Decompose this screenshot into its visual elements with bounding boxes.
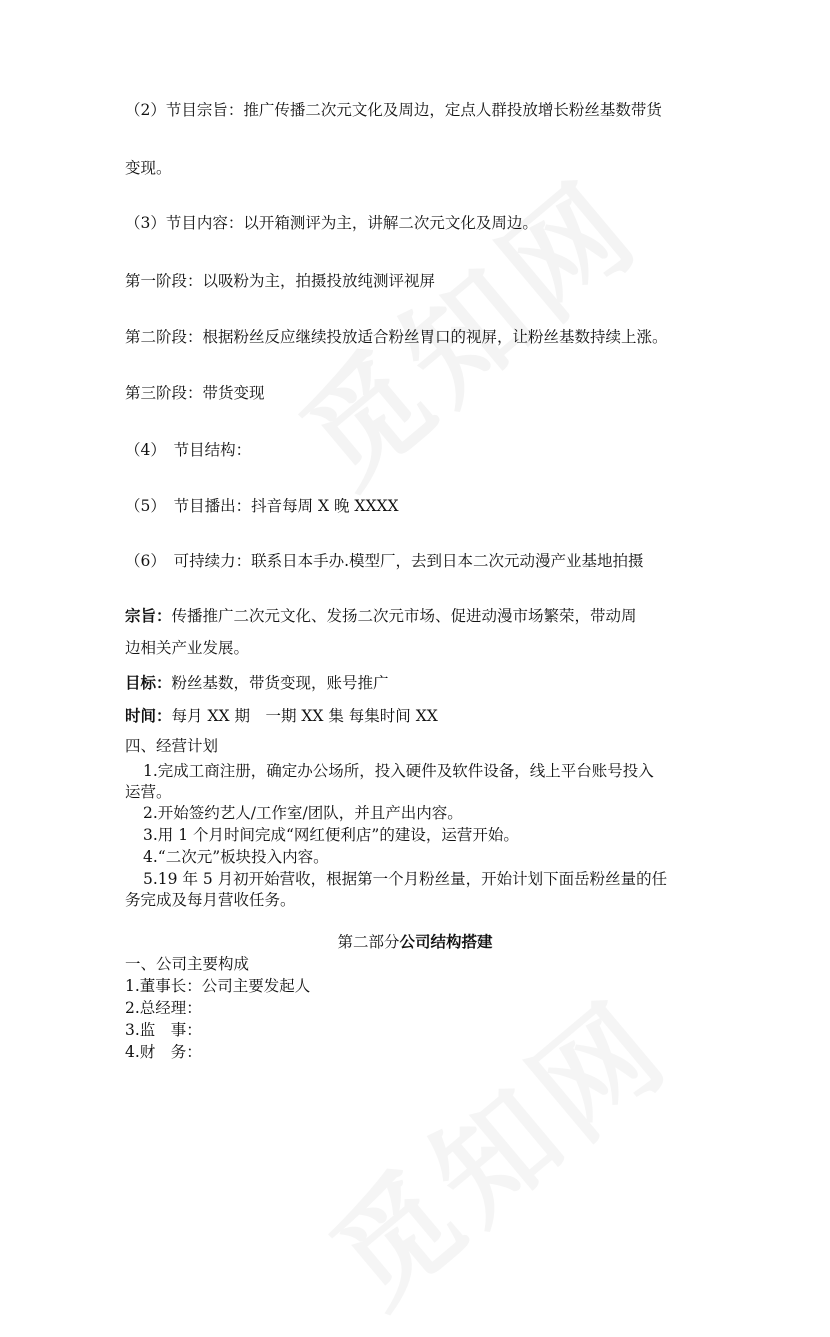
watermark <box>260 135 669 517</box>
watermark <box>290 955 699 1337</box>
goal-label: 目标： <box>125 673 172 692</box>
program-broadcast: （5） 节目播出：抖音每周 X 晚 XXXX <box>125 497 399 515</box>
section-four-title: 四、经营计划 <box>125 737 219 755</box>
program-content: （3）节目内容：以开箱测评为主，讲解二次元文化及周边。 <box>125 214 538 232</box>
goal-line <box>125 673 389 693</box>
plan-item-5: 5.19 年 5 月初开始营收，根据第一个月粉丝量，开始计划下面岳粉丝量的任 <box>143 870 668 888</box>
stage-one: 第一阶段：以吸粉为主，拍摄投放纯测评视屏 <box>125 272 436 290</box>
stage-three: 第三阶段：带货变现 <box>125 384 265 402</box>
part-two-title <box>0 932 830 952</box>
plan-item-2: 2.开始签约艺人/工作室/团队，并且产出内容。 <box>143 804 463 822</box>
org-item-chairman: 1.董事长：公司主要发起人 <box>125 977 311 995</box>
time-label: 时间： <box>125 706 172 725</box>
program-structure: （4） 节目结构： <box>125 441 252 459</box>
stage-two: 第二阶段：根据粉丝反应继续投放适合粉丝胃口的视屏，让粉丝基数持续上涨。 <box>125 328 668 346</box>
time-line <box>125 706 438 726</box>
time-text: 每月 XX 期 一期 XX 集 每集时间 XX <box>171 707 438 725</box>
part-two-heading: 公司结构搭建 <box>399 932 493 951</box>
program-purpose-cont: 变现。 <box>125 159 172 177</box>
purpose-cont: 边相关产业发展。 <box>125 639 250 657</box>
purpose-label: 宗旨： <box>125 606 172 625</box>
goal-text: 粉丝基数，带货变现，账号推广 <box>171 674 389 692</box>
part-two-prefix: 第二部分 <box>337 933 400 951</box>
sustainability: （6） 可持续力：联系日本手办.模型厂，去到日本二次元动漫产业基地拍摄 <box>125 552 644 570</box>
plan-item-1: 1.完成工商注册，确定办公场所，投入硬件及软件设备，线上平台账号投入 <box>143 762 654 780</box>
plan-item-4: 4.“二次元”板块投入内容。 <box>143 848 329 866</box>
org-item-supervisor: 3.监 事： <box>125 1021 202 1039</box>
purpose-text: 传播推广二次元文化、发扬二次元市场、促进动漫市场繁荣，带动周 <box>171 607 637 625</box>
plan-item-3: 3.用 1 个月时间完成“网红便利店”的建设，运营开始。 <box>143 826 519 844</box>
org-item-gm: 2.总经理： <box>125 999 202 1017</box>
plan-item-5-cont: 务完成及每月营收任务。 <box>125 891 296 909</box>
purpose-line <box>125 606 637 626</box>
program-purpose: （2）节目宗旨：推广传播二次元文化及周边，定点人群投放增长粉丝基数带货 <box>125 101 662 119</box>
plan-item-1-cont: 运营。 <box>125 783 172 801</box>
org-item-finance: 4.财 务： <box>125 1043 202 1061</box>
org-title: 一、公司主要构成 <box>125 955 250 973</box>
